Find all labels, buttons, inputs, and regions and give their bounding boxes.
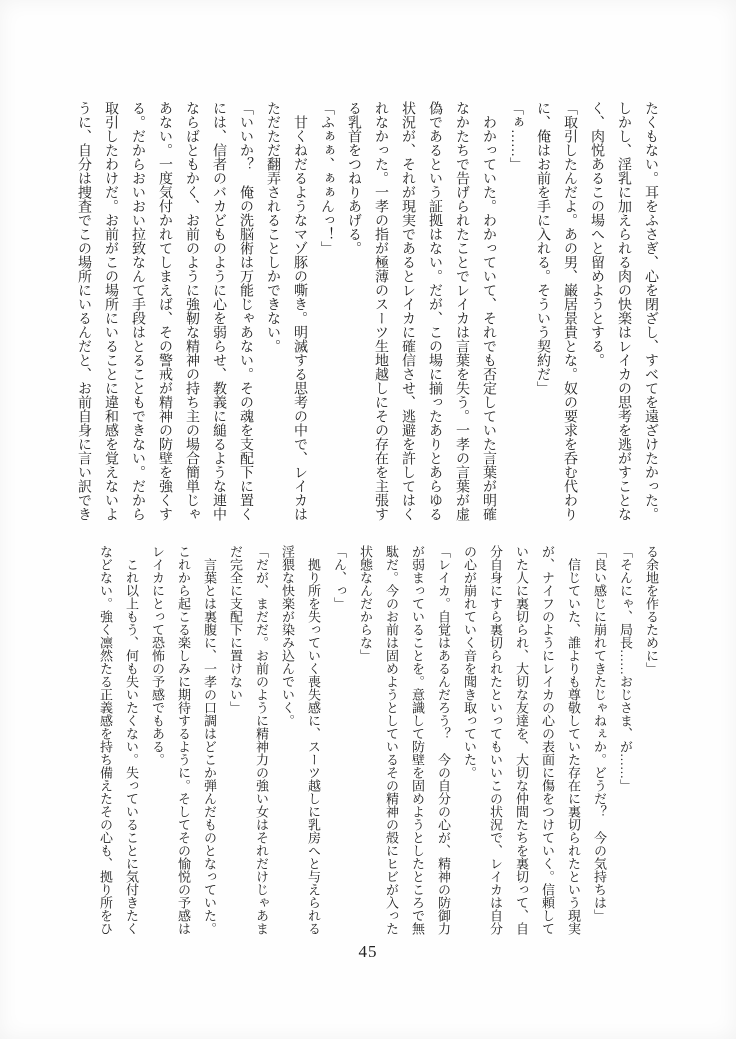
paragraph: わかっていた。わかっていて、それでも否定していた言葉が明確なかたちで告げられたことでレイカは言葉を失う。一孝の言葉が虚偽であるという証拠はない。だが、この場に揃ったありとあらゆる状況が、それが現実であるとレイカに確信させ、逃避を許してはくれなかった。一孝の指が極薄のスーツ生地越しにその存在を主張する乳首をつねりあげる。 [346,101,496,521]
paragraph: 「ん、っ」 [332,545,347,610]
paragraph: しかし、淫乳に加えられる肉の快楽はレイカの思考を逃がすことなく、肉悦あるこの場へと留めようとする。 [589,101,631,521]
page-number: 45 [358,942,378,961]
paragraph: る余地を作るために」 [644,545,659,675]
paragraph: 「良い感じに崩れてきたじゃねぇか。どうだ？ 今の気持ちは」 [592,545,607,922]
paragraph: 「取引したんだよ。あの男、巌居景貴とな。奴の要求を呑む代わりに、俺はお前を手に入れる。そういう契約だ」 [535,101,577,521]
paragraph: 「レイカ。自覚はあるんだろう？ 今の自分の心が、精神の防御力が弱まっていることを。意識して防壁を固めようとしたところで無駄だ。今のお前は固めようとしているその精神の殻にヒビが入った状態なんだからな」 [358,545,451,935]
paragraph: 言葉とは裏腹に、一孝の口調はどこか弾んだものとなっていた。これから起こる楽しみに期待するように。そしてその愉悦の予感はレイカにとって恐怖の予感でもある。 [150,545,217,935]
paragraph: 信じていた、誰よりも尊敬していた存在に裏切られたという現実が、ナイフのようにレイカの心の表面に傷をつけていく。信頼していた人に裏切られ、大切な友達を、大切な仲間たちを裏切って、自分自身にすら裏切られたといってもいいこの状況で、レイカは自分の心が崩れていく音を聞き取っていた。 [462,545,581,935]
paragraph: 「だが、まだだ。お前のように精神力の強い女はそれだけじゃあまだ完全に支配下に置けない」 [228,545,269,935]
paragraph: 甘くねだるようなマゾ豚の嘶き。明滅する思考の中で、レイカはただただ翻弄されることしかできない。 [265,101,307,521]
paragraph: 拠り所を失っていく喪失感に、スーツ越しに乳房へと与えられる淫猥な快楽が染み込んでいく。 [280,545,321,935]
text-block-top [64,101,664,521]
paragraph: これ以上もう、何も失いたくない。失っていることに気付きたくなどない。強く凛然たる正義感を持ち備えたその心も、拠り所をひ [98,545,139,935]
paragraph: 「ふぁぁ、ぁぁんっ！」 [319,101,334,255]
paragraph: たくもない。耳をふさぎ、心を閉ざし、すべてを遠ざけたかった。 [643,101,658,521]
paragraph: 「そんにゃ、局長……おじさま、が……」 [618,545,633,792]
text-block-bottom [44,545,664,936]
paragraph: 「ぁ……」 [508,101,523,171]
paragraph: 「いいか？ 俺の洗脳術は万能じゃあない。その魂を支配下に置くには、信者のバカどものように心を弱らせ、教義に縋るような連中ならばともかく、お前のように強靭な精神の持ち主の場合簡単じゃあない。一度気付かれてしまえば、その警戒が精神の防壁を強くする。だからおいおい拉致なんて手段はとることもできない。だから取引したわけだ。お前がこの場所にいることに違和感を覚えないように、自分は捜査でこの場所にいるんだと、お前自身に言い訳でき [76,101,253,521]
